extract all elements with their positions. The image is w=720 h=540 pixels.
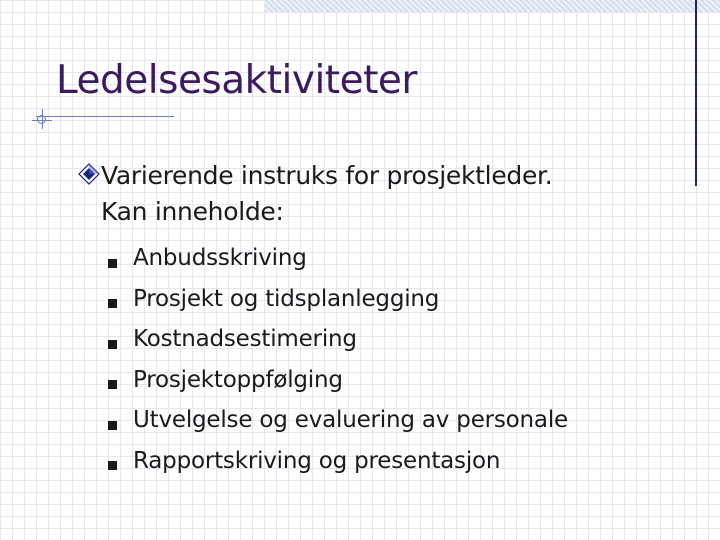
square-bullet-icon [108, 299, 117, 308]
square-bullet-icon [108, 380, 117, 389]
right-vertical-rule [695, 0, 697, 186]
list-item-text: Utvelgelse og evaluering av personale [133, 407, 568, 434]
list-item [108, 360, 568, 401]
list-item [108, 441, 568, 482]
diamond-bullet-icon [78, 163, 100, 185]
list-item-text: Anbudsskriving [133, 245, 307, 272]
list-item [108, 279, 568, 320]
main-point-line1: Varierende instruks for prosjektleder. [101, 161, 553, 190]
square-bullet-icon [108, 461, 117, 470]
title-underline [36, 116, 174, 117]
main-point [101, 158, 661, 230]
sub-point-list [108, 238, 568, 481]
square-bullet-icon [108, 340, 117, 349]
list-item [108, 400, 568, 441]
list-item-text: Prosjekt og tidsplanlegging [133, 285, 440, 312]
square-bullet-icon [108, 421, 117, 430]
slide-title: Ledelsesaktiviteter [56, 58, 417, 103]
list-item-text: Rapportskriving og presentasjon [133, 447, 501, 474]
top-decorative-band [265, 0, 720, 12]
list-item-text: Kostnadsestimering [133, 326, 357, 353]
crosshair-ring-icon [37, 115, 46, 124]
list-item [108, 319, 568, 360]
square-bullet-icon [108, 259, 117, 268]
main-point-line2: Kan inneholde: [101, 197, 284, 226]
list-item [108, 238, 568, 279]
list-item-text: Prosjektoppfølging [133, 366, 343, 393]
